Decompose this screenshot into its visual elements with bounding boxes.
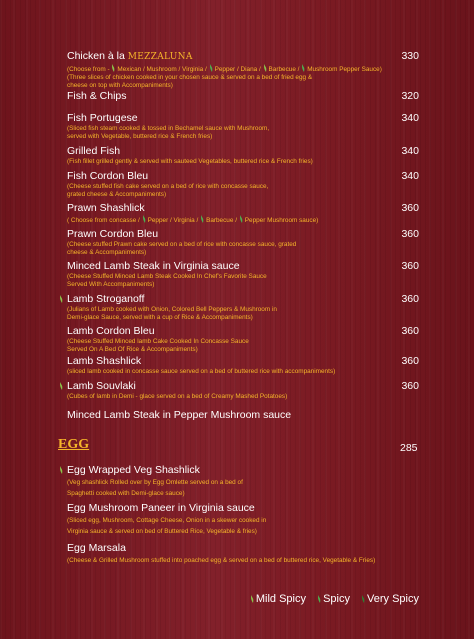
chili-mild-icon [263, 64, 268, 72]
item-description: (Cubes of lamb in Demi - glace served on a bed of Creamy Mashed Potatoes) [67, 393, 288, 400]
item-name: Prawn Cordon Bleu [67, 228, 159, 240]
item-price: 340 [401, 170, 419, 182]
menu-item-egg-marsala [67, 542, 422, 566]
item-name: Grilled Fish [67, 145, 121, 157]
item-description: (Cheese stuffed fish cake served on a bed of rice with concasse sauce, grated cheese & Accompaniments) [67, 183, 269, 199]
item-name: Minced Lamb Steak in Pepper Mushroom sauce [67, 409, 292, 421]
menu-item-chicken-mezzaluna [67, 50, 422, 91]
item-price: 360 [401, 228, 419, 240]
item-price: 320 [401, 90, 419, 102]
menu-item-prawn-cordon-bleu [67, 228, 422, 257]
item-price: 360 [401, 325, 419, 337]
item-price: 330 [401, 50, 419, 62]
menu-item-egg-mushroom-paneer [67, 502, 422, 537]
item-description: ( Choose from concasse / Pepper / Virginia / Barbecue / Pepper Mushroom sauce) [67, 217, 319, 224]
item-description: (Cheese Stuffed Minced lamb Cake Cooked In Concasse Sauce Served On A Bed Of Rice & Accompaniments) [67, 338, 249, 354]
menu-item-fish-cordon-bleu [67, 170, 422, 199]
legend-spicy-label: Spicy [323, 593, 350, 605]
item-price: 360 [401, 380, 419, 392]
item-price: 360 [401, 293, 419, 305]
menu-item-prawn-shashlick [67, 202, 422, 225]
item-price: 360 [401, 202, 419, 214]
item-name: Egg Wrapped Veg Shashlick [67, 464, 200, 476]
item-description: (Sliced egg, Mushroom, Cottage Cheese, Onion in a skewer cooked in Virginia sauce & served on bed of Buttered Rice, Vegetable & fries) [67, 517, 267, 535]
item-name: Egg Mushroom Paneer in Virginia sauce [67, 502, 255, 514]
menu-item-lamb-souvlaki [67, 380, 422, 401]
menu-item-minced-lamb-virginia [67, 260, 422, 289]
legend-very-spicy-label: Very Spicy [367, 593, 419, 605]
item-name: Lamb Shashlick [67, 355, 142, 367]
menu-item-fish-chips [67, 90, 422, 103]
item-description: (Cheese stuffed Prawn cake served on a bed of rice with concasse sauce, grated cheese & Accompaniments) [67, 241, 297, 257]
chili-spicy-icon [301, 64, 306, 72]
item-name: Chicken à la MEZZALUNA [67, 50, 193, 62]
menu-item-lamb-cordon-bleu [67, 325, 422, 354]
chili-very-spicy-icon [361, 595, 366, 603]
menu-item-lamb-shashlick [67, 355, 422, 376]
chili-mild-icon [59, 382, 64, 390]
item-description: (sliced lamb cooked in concasse sauce served on a bed of buttered rice with accompaniments) [67, 368, 336, 375]
item-price: 340 [401, 145, 419, 157]
chili-mild-icon [250, 595, 255, 603]
chili-spicy-icon [142, 215, 147, 223]
chili-spicy-icon [209, 64, 214, 72]
item-description: (Julians of Lamb cooked with Onion, Colored Bell Peppers & Mushroom in Demi-glace Sauce, served with a cup of Rice & Accompaniments) [67, 306, 277, 322]
menu-item-grilled-fish [67, 145, 422, 166]
item-name: Minced Lamb Steak in Virginia sauce [67, 260, 240, 272]
item-name: Prawn Shashlick [67, 202, 145, 214]
item-name: Lamb Stroganoff [67, 293, 145, 305]
item-description: (Sliced fish steam cooked & tossed in Bechamel sauce with Mushroom, served with Vegetable, buttered rice & French fries) [67, 125, 270, 141]
section-price: 285 [400, 442, 418, 454]
chili-mild-icon [59, 295, 64, 303]
item-name: Lamb Souvlaki [67, 380, 136, 392]
chili-mild-icon [111, 64, 116, 72]
item-name: Fish Cordon Bleu [67, 170, 149, 182]
chili-spicy-icon [200, 215, 205, 223]
menu-item-egg-wrapped-veg-shashlick [67, 464, 422, 499]
chili-mild-icon [59, 466, 64, 474]
menu-item-lamb-stroganoff [67, 293, 422, 322]
item-description: (Cheese & Grilled Mushroom stuffed into poached egg & served on a bed of buttered rice, Vegetable & Fries) [67, 557, 376, 564]
item-description: (Veg shashlick Rolled over by Egg Omlette served on a bed of Spaghetti cooked with Demi-glace sauce) [67, 479, 243, 497]
brand-name: MEZZALUNA [127, 52, 193, 62]
item-name: Fish Portugese [67, 112, 138, 124]
item-description: (Fish fillet grilled gently & served with sauteed Vegetables, buttered rice & French fries) [67, 158, 313, 165]
section-title-egg: EGG [58, 437, 90, 452]
item-name: Fish & Chips [67, 90, 127, 102]
menu-item-minced-lamb-pepper-mushroom [67, 409, 422, 422]
chili-spicy-icon [239, 215, 244, 223]
spice-legend [250, 593, 419, 605]
legend-mild-label: Mild Spicy [255, 593, 306, 605]
item-price: 360 [401, 260, 419, 272]
item-name: Egg Marsala [67, 542, 126, 554]
item-price: 360 [401, 355, 419, 367]
menu-item-fish-portugese [67, 112, 422, 141]
chili-spicy-icon [317, 595, 322, 603]
item-description-2: (Three slices of chicken cooked in your chosen sauce & served on a bed of fried egg & cheese on top with Accompaniments) [67, 74, 313, 90]
item-name: Lamb Cordon Bleu [67, 325, 155, 337]
item-description: (Choose from - Mexican / Mushroom / Virginia / Pepper / Diana / Barbecue / Mushroom Pepper Sauce) [67, 66, 382, 73]
item-price: 340 [401, 112, 419, 124]
item-description: (Cheese Stuffed Minced Lamb Steak Cooked In Chef's Favorite Sauce Served With Accompaniments) [67, 273, 267, 289]
